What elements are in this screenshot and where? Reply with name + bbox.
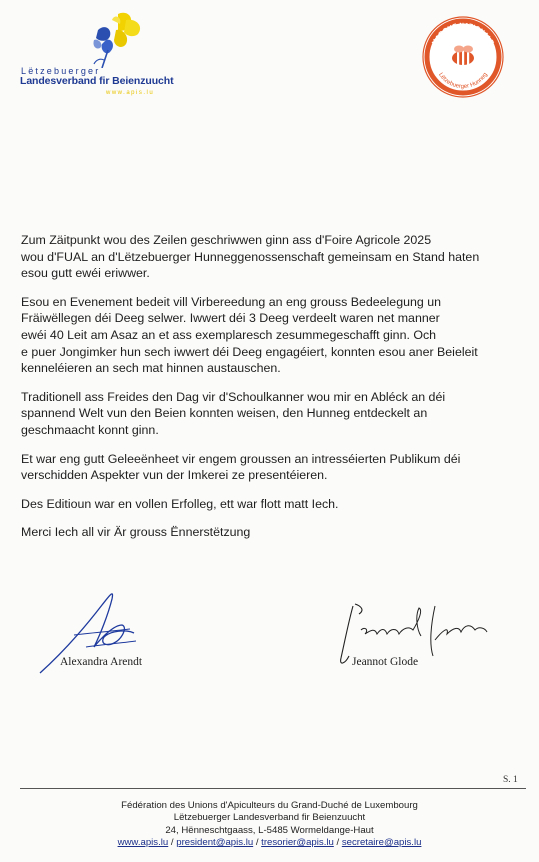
link-separator: /	[168, 837, 177, 849]
letter-body	[21, 232, 526, 553]
iris-flower-logo-icon	[78, 10, 150, 68]
org-name-line1: Lëtzebuerger	[21, 66, 101, 76]
seal-bottom-text: Lëtzebuerger Hunneg	[437, 71, 489, 91]
footer-street: 24, Hënneschtgaass, L-5485 Wormeldange-Haut	[165, 824, 374, 836]
org-name-line2: Landesverband fir Beienzuucht	[20, 75, 174, 87]
page-number: S. 1	[503, 775, 518, 785]
link-separator: /	[333, 837, 342, 849]
signatory-right-name: Jeannot Glode	[352, 656, 419, 668]
org-logo	[16, 10, 191, 95]
signatory-left-name: Alexandra Arendt	[60, 656, 143, 668]
seal-top-text: MARQUE NATIONALE	[430, 21, 496, 47]
website-link[interactable]: www.apis.lu	[117, 837, 169, 849]
footer-links	[0, 837, 539, 849]
paragraph-foire-agricole: Zum Zäitpunkt wou des Zeilen geschriwwen ginn ass d'Foire Agricole 2025 wou d'FUAL an d'Lëtzebuerger Hunneggenossenschaft gemeinsam en Stand haten esou gutt ewéi eriwwer.	[21, 233, 480, 281]
paragraph-public: Et war eng gutt Geleeënheet vir engem groussen an intresséierten Publikum déi verschidden Aspekter vun der Imkerei ze presentéieren.	[21, 451, 461, 483]
president-email-link[interactable]: president@apis.lu	[176, 837, 254, 849]
signature-right	[335, 600, 495, 680]
secretary-email-link[interactable]: secretaire@apis.lu	[341, 837, 422, 849]
link-separator: /	[253, 837, 262, 849]
paragraph-school-day: Traditionell ass Freides den Dag vir d'Schoulkanner wou mir en Abléck an déi spannend Welt vun den Beien konnten weisen, den Hunneg entdeckelt an geschmaacht konnt ginn.	[21, 389, 446, 437]
footer-org-name: Lëtzebuerger Landesverband fir Beienzuucht	[173, 812, 366, 824]
marque-nationale-seal-icon	[421, 14, 505, 100]
paragraph-volunteers: Esou en Evenement bedeit vill Virbereedung an eng grouss Bedeelegung un Fräiwëllegen déi Deeg selwer. Iwwert déi 3 Deeg verdeelt waren net manner ewéi 40 Leit am Asaz an et ass exemplaresch zesummegeschafft ginn. Och e puer Jongimker hun sech iwwert déi Deeg engagéiert, konnten esou aner Beieleit kenneléieren an sech mat hinnen austauschen.	[21, 294, 478, 376]
org-url: www.apis.lu	[106, 90, 155, 96]
treasurer-email-link[interactable]: tresorier@apis.lu	[261, 837, 334, 849]
footer-divider	[20, 788, 526, 789]
footer-address	[0, 800, 539, 850]
footer-federation: Fédération des Unions d'Apiculteurs du Grand-Duché de Luxembourg	[121, 800, 418, 811]
paragraph-success: Des Editioun war en vollen Erfolleg, ett war flott matt Iech.	[21, 496, 339, 511]
paragraph-thanks: Merci Iech all vir Är grouss Ënnerstëtzung	[21, 525, 251, 540]
